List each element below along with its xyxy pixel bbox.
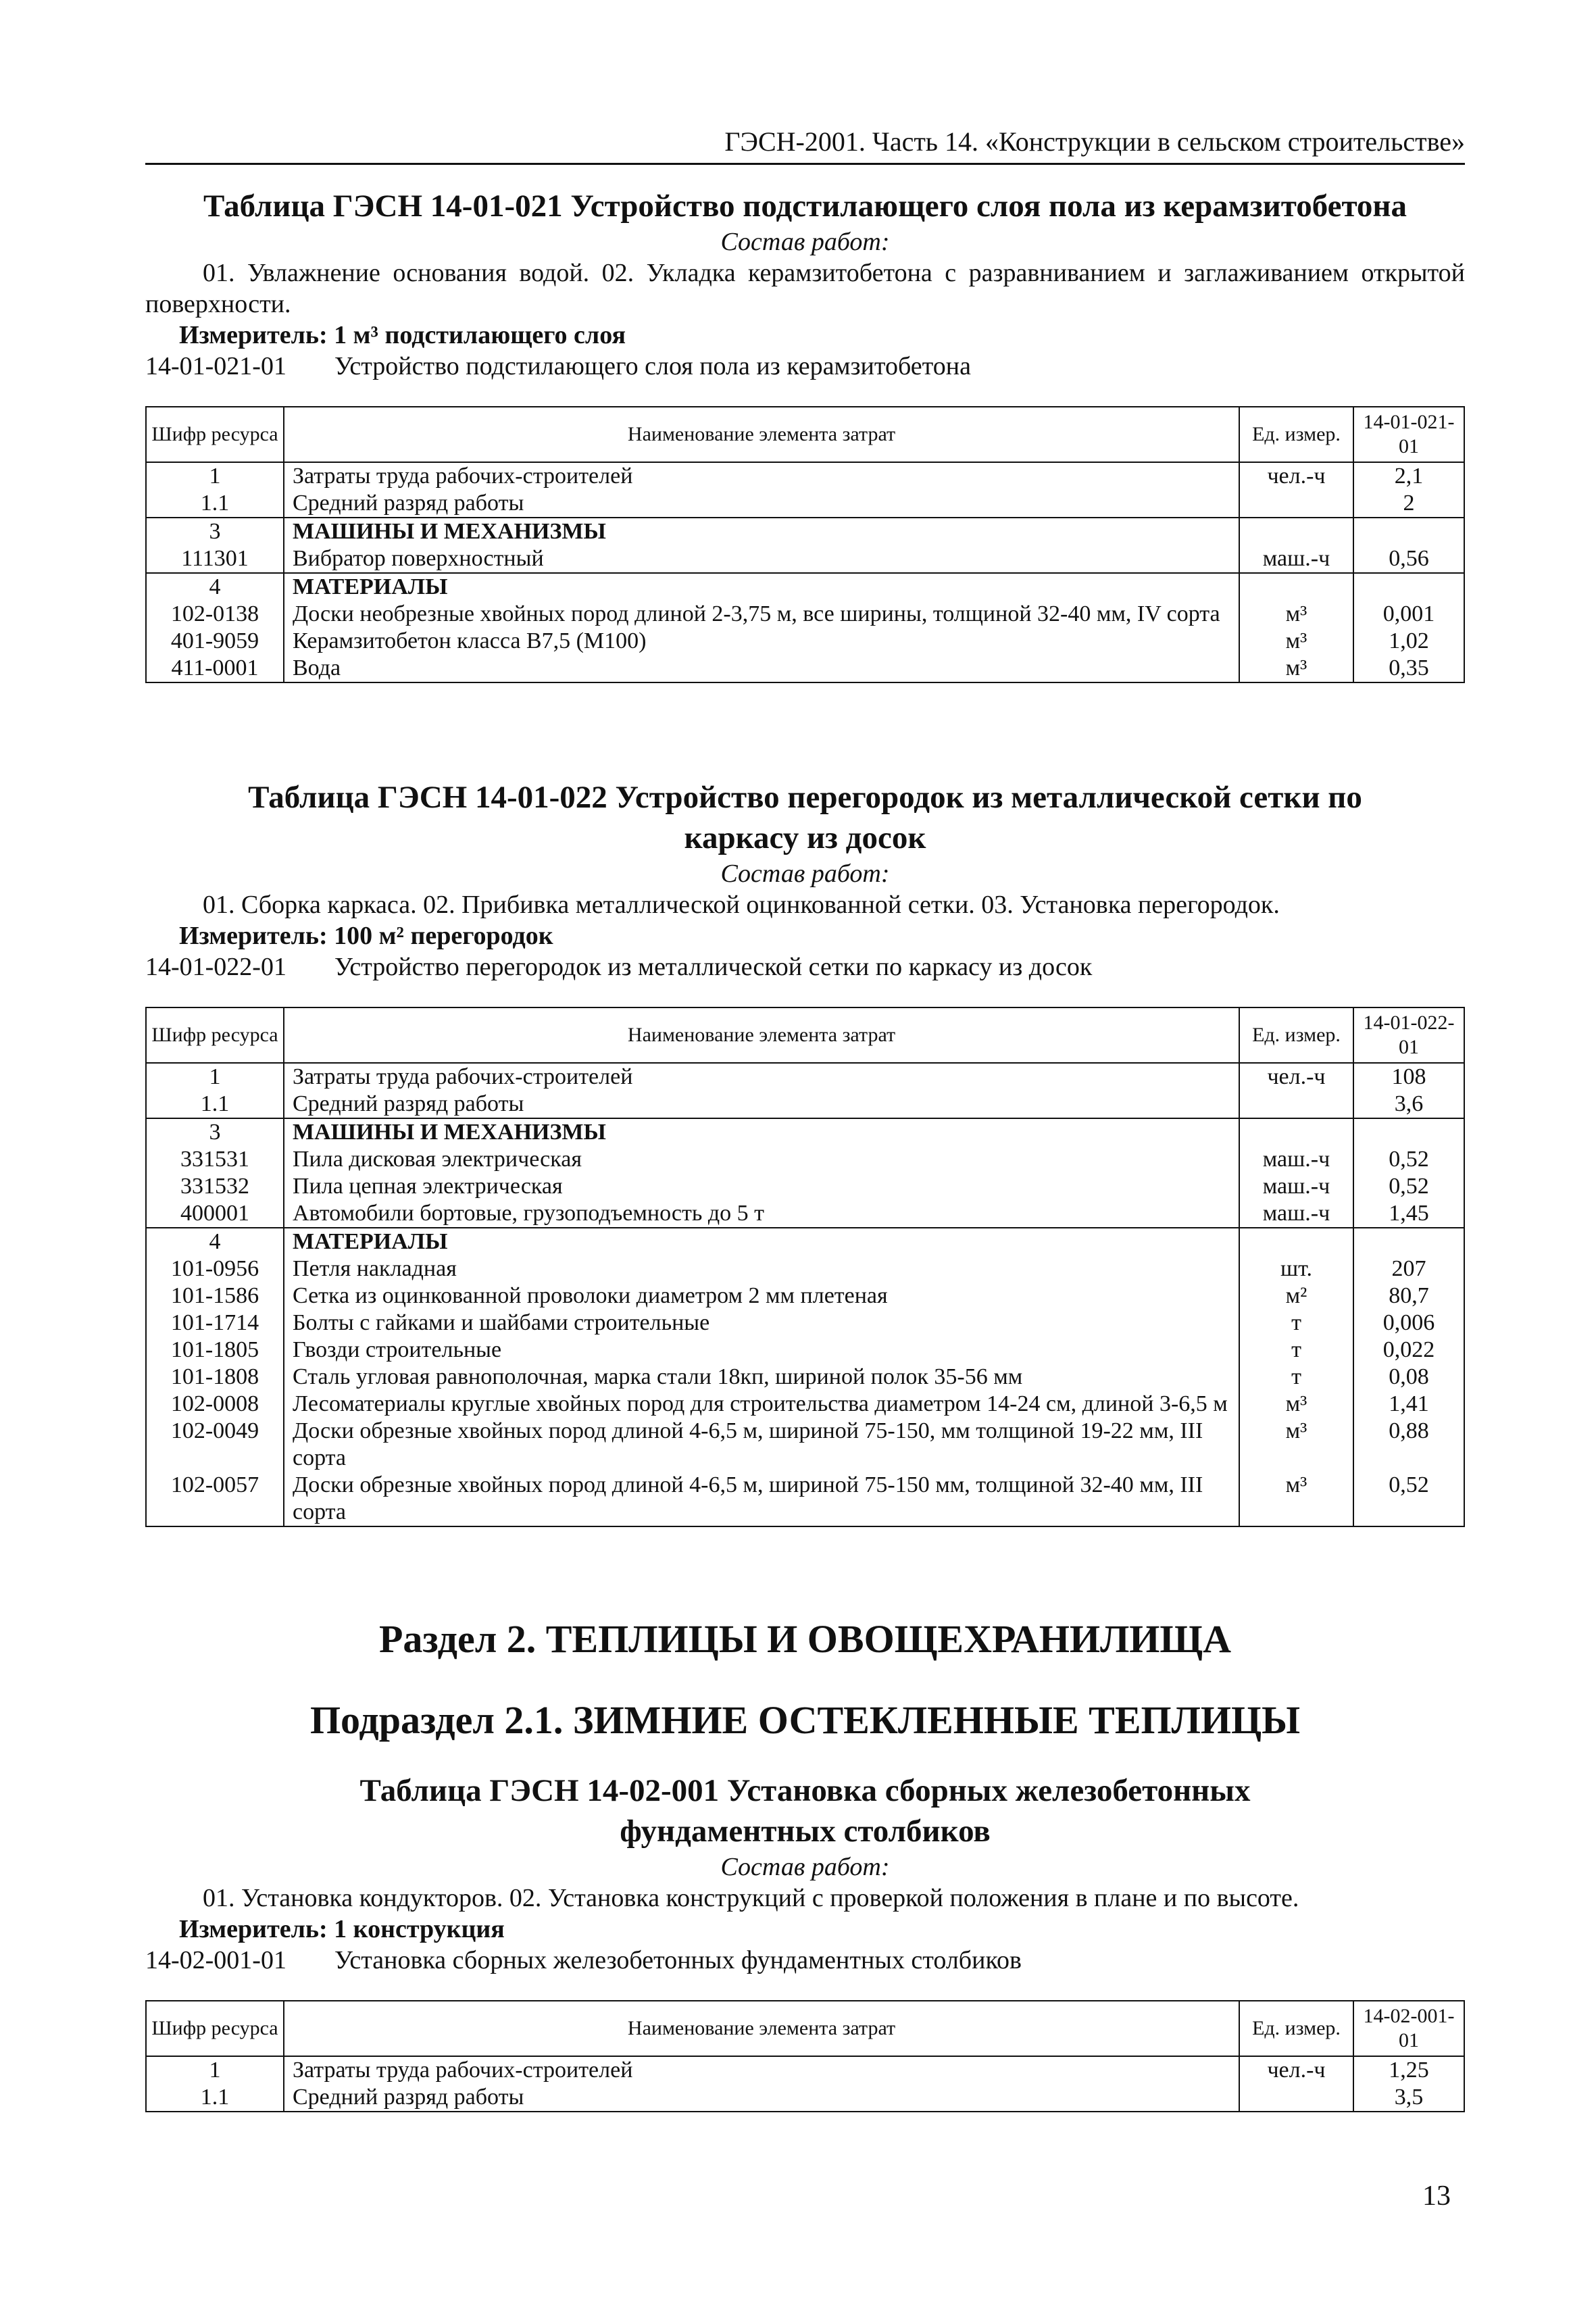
column-header-code: Шифр ресурса — [146, 1007, 284, 1063]
cell-unit: м² — [1239, 1283, 1353, 1310]
cell-value: 0,35 — [1353, 655, 1464, 682]
cell-code: 1 — [146, 2056, 284, 2084]
norm-line — [145, 351, 1465, 382]
cell-name: Пила дисковая электрическая — [284, 1146, 1239, 1173]
cell-code: 411-0001 — [146, 655, 284, 682]
column-header-code: Шифр ресурса — [146, 407, 284, 462]
cell-name: Керамзитобетон класса В7,5 (М100) — [284, 628, 1239, 655]
cell-code: 101-1586 — [146, 1283, 284, 1310]
cell-unit: м³ — [1239, 601, 1353, 628]
table-row — [146, 2084, 1464, 2112]
composition-text: 01. Сборка каркаса. 02. Прибивка металлической оцинкованной сетки. 03. Установка перегородок. — [203, 891, 1280, 919]
cell-code: 101-1805 — [146, 1337, 284, 1364]
cell-name: Автомобили бортовые, грузоподъемность до 5 т — [284, 1200, 1239, 1228]
table-row — [146, 2056, 1464, 2084]
cell-name: Сетка из оцинкованной проволоки диаметром 2 мм плетеная — [284, 1283, 1239, 1310]
cost-table — [145, 1007, 1465, 1527]
cell-code: 101-1808 — [146, 1364, 284, 1391]
cell-value: 0,88 — [1353, 1418, 1464, 1472]
table-header-row — [146, 2001, 1464, 2056]
table-row — [146, 1391, 1464, 1418]
cell-code: 3 — [146, 518, 284, 545]
table-row — [146, 1310, 1464, 1337]
table-row — [146, 1146, 1464, 1173]
cell-name: Средний разряд работы — [284, 1091, 1239, 1118]
cell-value: 0,52 — [1353, 1173, 1464, 1200]
cell-value — [1353, 1228, 1464, 1255]
cell-unit: м³ — [1239, 655, 1353, 682]
cell-code: 1 — [146, 1063, 284, 1091]
table-row — [146, 573, 1464, 601]
cell-unit: м³ — [1239, 628, 1353, 655]
table-row — [146, 1118, 1464, 1146]
cell-value: 1,02 — [1353, 628, 1464, 655]
cell-code: 102-0008 — [146, 1391, 284, 1418]
cell-value: 1,45 — [1353, 1200, 1464, 1228]
table-row — [146, 462, 1464, 490]
norm-code: 14-02-001-01 — [145, 1946, 286, 1974]
cell-name: Сталь угловая равнополочная, марка стали 18кп, шириной полок 35-56 мм — [284, 1364, 1239, 1391]
table-row — [146, 1255, 1464, 1283]
table-row — [146, 1472, 1464, 1526]
cell-unit: чел.-ч — [1239, 2056, 1353, 2084]
cell-name: Доски обрезные хвойных пород длиной 4-6,5 м, шириной 75-150 мм, толщиной 32-40 мм, III сорта — [284, 1472, 1239, 1526]
cell-unit — [1239, 2084, 1353, 2112]
section-heading: Раздел 2. ТЕПЛИЦЫ И ОВОЩЕХРАНИЛИЩА — [378, 1617, 1232, 1661]
column-header-unit: Ед. измер. — [1239, 1007, 1353, 1063]
cell-value: 3,6 — [1353, 1091, 1464, 1118]
cell-value: 0,022 — [1353, 1337, 1464, 1364]
column-header-code: Шифр ресурса — [146, 2001, 284, 2056]
cell-unit: маш.-ч — [1239, 545, 1353, 573]
table-row — [146, 1200, 1464, 1228]
cell-unit: маш.-ч — [1239, 1146, 1353, 1173]
cell-code: 101-1714 — [146, 1310, 284, 1337]
norm-code: 14-01-022-01 — [145, 953, 286, 981]
column-header-value: 14-02-001-01 — [1353, 2001, 1464, 2056]
column-header-value: 14-01-021-01 — [1353, 407, 1464, 462]
table-row — [146, 1091, 1464, 1118]
cell-name: Вибратор поверхностный — [284, 545, 1239, 573]
cell-value: 1,41 — [1353, 1391, 1464, 1418]
subsection-heading: Подраздел 2.1. ЗИМНИЕ ОСТЕКЛЕННЫЕ ТЕПЛИЦЫ — [309, 1698, 1301, 1742]
cell-name: Затраты труда рабочих-строителей — [284, 2056, 1239, 2084]
cell-value — [1353, 1118, 1464, 1146]
cell-unit — [1239, 1228, 1353, 1255]
cell-value: 2 — [1353, 490, 1464, 518]
measure-unit: Измеритель: 100 м² перегородок — [179, 922, 553, 950]
cell-code: 102-0049 — [146, 1418, 284, 1472]
cell-code: 401-9059 — [146, 628, 284, 655]
table-header-row — [146, 1007, 1464, 1063]
table-row — [146, 545, 1464, 573]
norm-table-section-3 — [145, 1770, 1465, 2112]
table-title: Таблица ГЭСН 14-02-001 Установка сборных железобетонных фундаментных столбиков — [359, 1773, 1251, 1849]
measure-unit: Измеритель: 1 м³ подстилающего слоя — [179, 321, 626, 349]
cell-name: МАТЕРИАЛЫ — [284, 573, 1239, 601]
norm-line — [145, 951, 1465, 982]
cell-unit — [1239, 490, 1353, 518]
table-row — [146, 655, 1464, 682]
cost-table — [145, 406, 1465, 683]
cell-value: 0,52 — [1353, 1146, 1464, 1173]
table-row — [146, 1337, 1464, 1364]
cell-unit: шт. — [1239, 1255, 1353, 1283]
cell-code: 102-0057 — [146, 1472, 284, 1526]
column-header-unit: Ед. измер. — [1239, 2001, 1353, 2056]
table-row — [146, 1418, 1464, 1472]
column-header-value: 14-01-022-01 — [1353, 1007, 1464, 1063]
cell-name: МАТЕРИАЛЫ — [284, 1228, 1239, 1255]
cell-name: Болты с гайками и шайбами строительные — [284, 1310, 1239, 1337]
cell-value: 207 — [1353, 1255, 1464, 1283]
cell-code: 1.1 — [146, 490, 284, 518]
cell-unit: т — [1239, 1364, 1353, 1391]
cell-name: Доски обрезные хвойных пород длиной 4-6,5 м, шириной 75-150, мм толщиной 19-22 мм, III сорта — [284, 1418, 1239, 1472]
cell-unit: чел.-ч — [1239, 462, 1353, 490]
cell-code: 1 — [146, 462, 284, 490]
table-row — [146, 601, 1464, 628]
cell-unit — [1239, 1118, 1353, 1146]
cell-unit — [1239, 1091, 1353, 1118]
cell-value: 0,006 — [1353, 1310, 1464, 1337]
page-number: 13 — [1422, 2181, 1451, 2212]
cell-name: Пила цепная электрическая — [284, 1173, 1239, 1200]
norm-name: Устройство перегородок из металлической сетки по каркасу из досок — [334, 953, 1093, 981]
cell-name: Средний разряд работы — [284, 2084, 1239, 2112]
table-title: Таблица ГЭСН 14-01-022 Устройство перегородок из металлической сетки по каркасу из досок — [248, 780, 1362, 855]
cell-unit: т — [1239, 1337, 1353, 1364]
cell-unit — [1239, 573, 1353, 601]
cell-name: МАШИНЫ И МЕХАНИЗМЫ — [284, 518, 1239, 545]
cell-value — [1353, 573, 1464, 601]
composition-text: 01. Установка кондукторов. 02. Установка конструкций с проверкой положения в плане и по высоте. — [203, 1884, 1299, 1912]
cell-name: Петля накладная — [284, 1255, 1239, 1283]
cell-unit: маш.-ч — [1239, 1173, 1353, 1200]
cell-code: 400001 — [146, 1200, 284, 1228]
norm-name: Устройство подстилающего слоя пола из керамзитобетона — [334, 352, 971, 380]
norm-code: 14-01-021-01 — [145, 352, 286, 380]
table-row — [146, 1063, 1464, 1091]
cell-name: Лесоматериалы круглые хвойных пород для строительства диаметром 14-24 см, длиной 3-6,5 м — [284, 1391, 1239, 1418]
cell-code: 102-0138 — [146, 601, 284, 628]
table-row — [146, 1228, 1464, 1255]
cell-name: Гвозди строительные — [284, 1337, 1239, 1364]
cell-unit — [1239, 518, 1353, 545]
cell-value: 0,001 — [1353, 601, 1464, 628]
composition-text: 01. Увлажнение основания водой. 02. Укладка керамзитобетона с разравниванием и заглаживанием открытой поверхности. — [145, 259, 1465, 318]
cell-value: 1,25 — [1353, 2056, 1464, 2084]
norm-table-section-2 — [145, 777, 1465, 1527]
table-row — [146, 1364, 1464, 1391]
table-row — [146, 518, 1464, 545]
table-row — [146, 1283, 1464, 1310]
cell-code: 1.1 — [146, 2084, 284, 2112]
composition-label: Состав работ: — [720, 860, 890, 888]
cell-code: 4 — [146, 573, 284, 601]
norm-line — [145, 1945, 1465, 1976]
cell-code: 331531 — [146, 1146, 284, 1173]
cell-name: МАШИНЫ И МЕХАНИЗМЫ — [284, 1118, 1239, 1146]
cell-code: 111301 — [146, 545, 284, 573]
cell-name: Вода — [284, 655, 1239, 682]
column-header-unit: Ед. измер. — [1239, 407, 1353, 462]
cell-unit: маш.-ч — [1239, 1200, 1353, 1228]
norm-table-section-1 — [145, 186, 1465, 683]
cost-table — [145, 2000, 1465, 2112]
cell-value: 0,52 — [1353, 1472, 1464, 1526]
norm-name: Установка сборных железобетонных фундаментных столбиков — [334, 1946, 1022, 1974]
cell-name: Затраты труда рабочих-строителей — [284, 1063, 1239, 1091]
column-header-name: Наименование элемента затрат — [284, 2001, 1239, 2056]
composition-label: Состав работ: — [720, 228, 890, 256]
cell-code: 4 — [146, 1228, 284, 1255]
cell-value — [1353, 518, 1464, 545]
measure-unit: Измеритель: 1 конструкция — [179, 1915, 505, 1943]
composition-label: Состав работ: — [720, 1853, 890, 1881]
table-header-row — [146, 407, 1464, 462]
cell-code: 101-0956 — [146, 1255, 284, 1283]
cell-unit: м³ — [1239, 1418, 1353, 1472]
cell-name: Средний разряд работы — [284, 490, 1239, 518]
cell-name: Доски необрезные хвойных пород длиной 2-3,75 м, все ширины, толщиной 32-40 мм, IV сорта — [284, 601, 1239, 628]
cell-value: 108 — [1353, 1063, 1464, 1091]
cell-unit: м³ — [1239, 1391, 1353, 1418]
cell-unit: м³ — [1239, 1472, 1353, 1526]
cell-name: Затраты труда рабочих-строителей — [284, 462, 1239, 490]
cell-value: 0,08 — [1353, 1364, 1464, 1391]
cell-value: 3,5 — [1353, 2084, 1464, 2112]
cell-value: 2,1 — [1353, 462, 1464, 490]
table-row — [146, 628, 1464, 655]
cell-code: 1.1 — [146, 1091, 284, 1118]
cell-value: 80,7 — [1353, 1283, 1464, 1310]
cell-unit: т — [1239, 1310, 1353, 1337]
cell-code: 3 — [146, 1118, 284, 1146]
column-header-name: Наименование элемента затрат — [284, 407, 1239, 462]
table-title: Таблица ГЭСН 14-01-021 Устройство подстилающего слоя пола из керамзитобетона — [203, 189, 1407, 224]
cell-code: 331532 — [146, 1173, 284, 1200]
table-row — [146, 1173, 1464, 1200]
column-header-name: Наименование элемента затрат — [284, 1007, 1239, 1063]
cell-value: 0,56 — [1353, 545, 1464, 573]
cell-unit: чел.-ч — [1239, 1063, 1353, 1091]
table-row — [146, 490, 1464, 518]
running-header: ГЭСН-2001. Часть 14. «Конструкции в сельском строительстве» — [145, 125, 1465, 165]
